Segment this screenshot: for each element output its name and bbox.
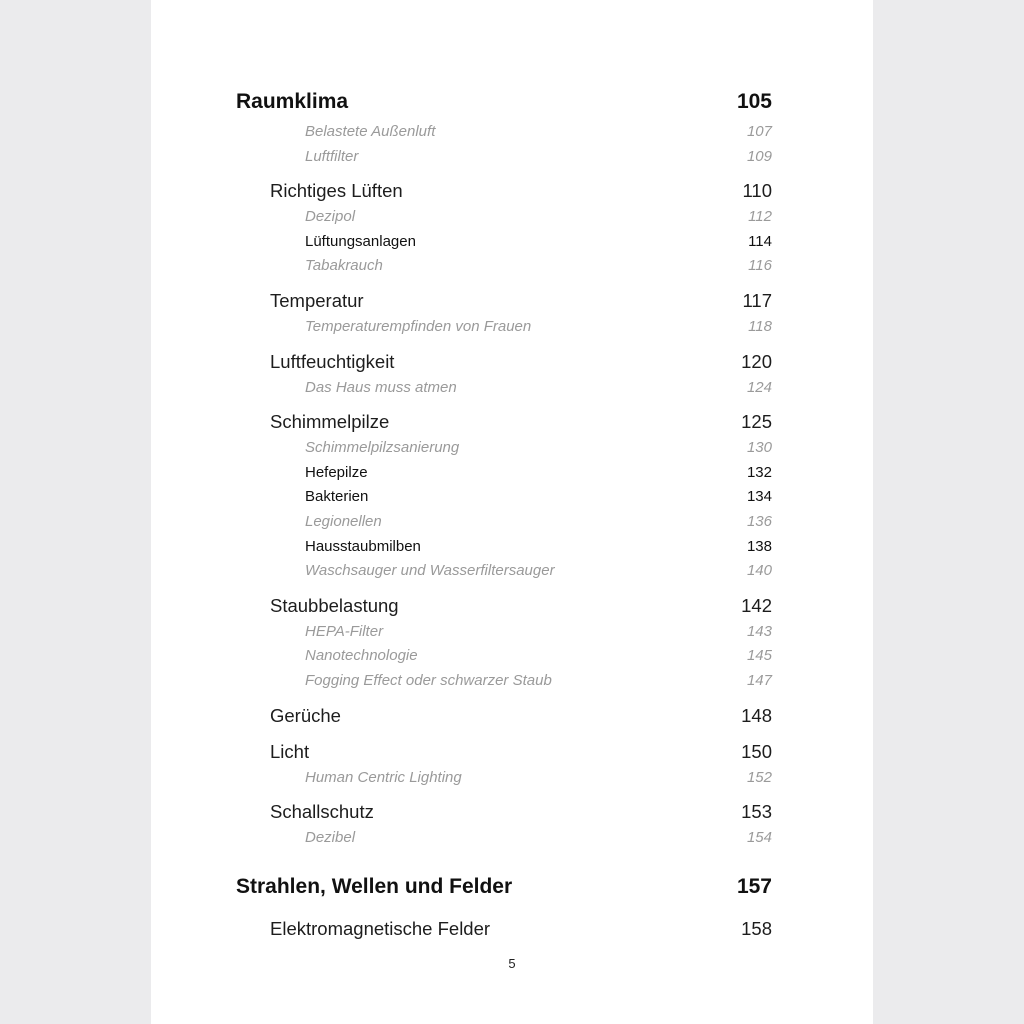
toc-section-page-number: 142 [741, 594, 772, 616]
toc-section [236, 738, 772, 766]
toc-chapter [236, 86, 772, 118]
toc-subsection [236, 461, 772, 486]
toc-subsection-page-number: 145 [746, 647, 772, 665]
toc-subsection-page-number: 114 [748, 232, 772, 250]
toc-subsection-title: Lüftungsanlagen [305, 232, 416, 250]
toc-subsection-page-number: 130 [746, 439, 772, 457]
toc-section-page-number: 117 [742, 289, 772, 311]
toc-subsection [236, 120, 772, 145]
toc-subsection-page-number: 132 [746, 463, 772, 481]
toc-subsection-title: Luftfilter [305, 147, 359, 165]
table-of-contents [236, 86, 772, 943]
toc-section-title: Elektromagnetische Felder [270, 917, 491, 939]
toc-subsection-title: Hefepilze [305, 463, 368, 481]
toc-section [236, 592, 772, 620]
toc-section-title: Schallschutz [270, 801, 374, 823]
toc-chapter-title: Strahlen, Wellen und Felder [236, 874, 513, 898]
page-number: 5 [508, 956, 516, 971]
toc-subsection-page-number: 136 [746, 512, 772, 530]
toc-subsection [236, 826, 772, 851]
toc-subsection [236, 376, 772, 401]
toc-section-page-number: 150 [741, 740, 772, 762]
toc-subsection-page-number: 154 [746, 829, 772, 847]
toc-subsection-title: Waschsauger und Wasserfiltersauger [305, 562, 555, 580]
toc-subsection-title: Legionellen [305, 512, 382, 530]
toc-subsection-page-number: 109 [746, 147, 772, 165]
toc-section-title: Temperatur [270, 289, 364, 311]
toc-subsection-page-number: 134 [746, 488, 772, 506]
toc-section [236, 408, 772, 436]
toc-subsection [236, 485, 772, 510]
toc-subsection [236, 644, 772, 669]
toc-chapter-title: Raumklima [236, 90, 349, 113]
toc-subsection [236, 315, 772, 340]
toc-chapter-page-number: 157 [736, 874, 772, 898]
toc-subsection-title: Hausstaubmilben [305, 537, 421, 555]
toc-subsection-title: Bakterien [305, 488, 369, 506]
toc-section [236, 287, 772, 315]
toc-subsection [236, 766, 772, 791]
toc-section-title: Luftfeuchtigkeit [270, 350, 395, 372]
toc-section-title: Richtiges Lüften [270, 180, 403, 202]
toc-subsection-page-number: 124 [746, 378, 772, 396]
toc-section [236, 702, 772, 730]
toc-section [236, 348, 772, 376]
toc-section-title: Licht [270, 740, 310, 762]
toc-subsection-title: Tabakrauch [305, 257, 383, 275]
toc-subsection-title: Fogging Effect oder schwarzer Staub [305, 671, 552, 689]
toc-section-page-number: 153 [741, 801, 772, 823]
toc-section [236, 915, 772, 943]
toc-subsection [236, 230, 772, 255]
toc-subsection-title: Nanotechnologie [305, 647, 418, 665]
toc-subsection-page-number: 116 [748, 257, 772, 275]
toc-subsection-title: HEPA-Filter [305, 622, 384, 640]
toc-subsection [236, 145, 772, 170]
toc-subsection [236, 535, 772, 560]
toc-subsection-title: Temperaturempfinden von Frauen [305, 317, 532, 335]
toc-subsection [236, 559, 772, 584]
toc-subsection-title: Human Centric Lighting [305, 768, 462, 786]
toc-section [236, 177, 772, 205]
toc-section-title: Staubbelastung [270, 594, 399, 616]
toc-subsection-page-number: 152 [746, 768, 772, 786]
toc-subsection [236, 254, 772, 279]
toc-section-page-number: 148 [741, 704, 772, 726]
toc-chapter-page-number: 105 [736, 90, 772, 113]
toc-subsection [236, 510, 772, 535]
toc-section-title: Schimmelpilze [270, 411, 390, 433]
toc-section-page-number: 120 [741, 350, 772, 372]
toc-section-page-number: 110 [742, 180, 772, 202]
toc-subsection [236, 436, 772, 461]
toc-subsection-page-number: 143 [746, 622, 772, 640]
toc-subsection-title: Schimmelpilzsanierung [305, 439, 460, 457]
toc-subsection-page-number: 138 [746, 537, 772, 555]
toc-subsection-title: Belastete Außenluft [305, 123, 436, 140]
toc-subsection [236, 620, 772, 645]
toc-section [236, 798, 772, 826]
toc-subsection-page-number: 107 [746, 123, 772, 140]
toc-subsection-page-number: 140 [746, 562, 772, 580]
toc-section-page-number: 125 [741, 411, 772, 433]
toc-subsection-page-number: 112 [748, 208, 772, 226]
toc-section-title: Gerüche [270, 704, 341, 726]
toc-section-page-number: 158 [741, 917, 772, 939]
toc-subsection-page-number: 118 [748, 317, 772, 335]
toc-subsection-title: Dezipol [305, 208, 356, 226]
toc-subsection-title: Dezibel [305, 829, 356, 847]
toc-chapter [236, 871, 772, 903]
toc-subsection-title: Das Haus muss atmen [305, 378, 457, 396]
toc-subsection [236, 669, 772, 694]
book-page [151, 0, 873, 1024]
toc-subsection-page-number: 147 [746, 671, 772, 689]
toc-subsection [236, 205, 772, 230]
